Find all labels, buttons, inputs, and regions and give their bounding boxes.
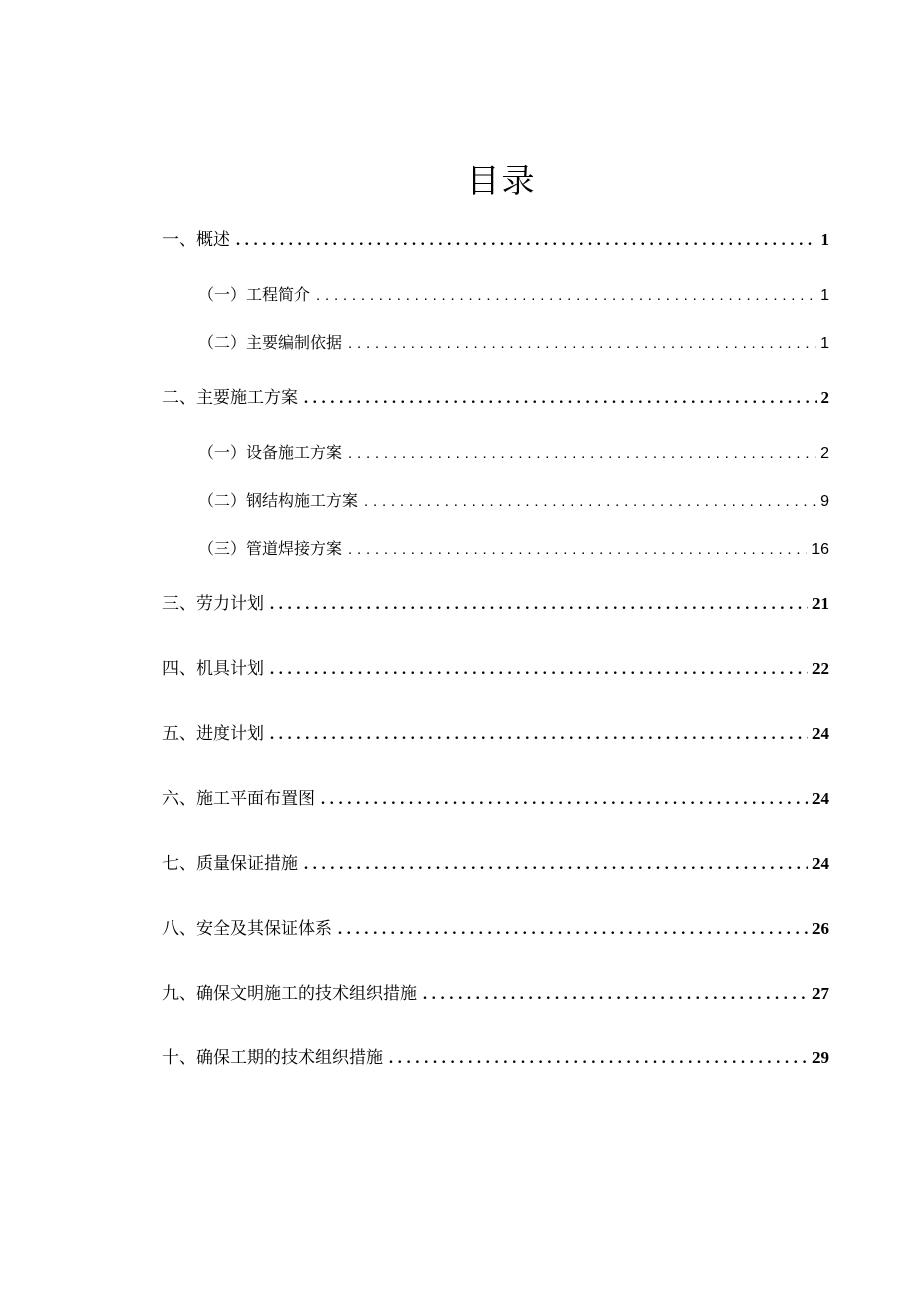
toc-dot-leader [270,723,808,747]
toc-entry-label: 一、概述 [162,230,230,250]
toc-page-number: 2 [820,388,829,407]
toc-entry[interactable] [162,982,829,1007]
toc-entry-label: （一）设备施工方案 [198,443,343,462]
toc-entry-label: 四、机具计划 [162,659,264,679]
toc-title: 目录 [466,161,537,200]
toc-dot-leader [304,387,817,411]
toc-dot-leader [316,284,816,308]
toc-page-number: 2 [820,445,829,462]
toc-dot-leader [348,538,807,562]
toc-page-number: 24 [812,854,829,873]
toc-dot-leader [338,918,808,942]
toc-entry-label: 十、确保工期的技术组织措施 [162,1048,383,1068]
toc-entry[interactable] [198,537,829,562]
toc-entry-label: （二）钢结构施工方案 [198,491,359,510]
toc-entry[interactable] [162,657,829,682]
toc-page-number: 24 [812,789,829,808]
toc-dot-leader [348,332,816,356]
toc-page-number: 29 [812,1048,829,1067]
toc-entry-label: 三、劳力计划 [162,594,264,614]
toc-entry-label: 五、进度计划 [162,724,264,744]
toc-dot-leader [304,853,808,877]
toc-entry[interactable] [162,1046,829,1071]
toc-entry[interactable] [162,386,829,411]
toc-page-number: 22 [812,659,829,678]
toc-entry-label: （三）管道焊接方案 [198,539,343,558]
toc-entry-label: 七、质量保证措施 [162,854,298,874]
toc-entry[interactable] [198,331,829,356]
toc-entry[interactable] [198,283,829,308]
toc-entry[interactable] [162,722,829,747]
toc-dot-leader [321,788,808,812]
toc-entry-label: 六、施工平面布置图 [162,789,315,809]
toc-page-number: 1 [820,230,829,249]
toc-entry[interactable] [162,917,829,942]
toc-entry-label: 二、主要施工方案 [162,388,298,408]
toc-entry[interactable] [198,489,829,514]
toc-dot-leader [270,593,808,617]
toc-dot-leader [270,658,808,682]
toc-entry-label: （二）主要编制依据 [198,333,343,352]
toc-entry-label: （一）工程简介 [198,285,311,304]
toc-page-number: 1 [820,335,829,352]
toc-page-number: 26 [812,919,829,938]
toc-entry[interactable] [162,592,829,617]
toc-entry-label: 八、安全及其保证体系 [162,919,332,939]
toc-dot-leader [236,229,817,253]
toc-dot-leader [389,1047,808,1071]
toc-page-number: 9 [820,493,829,510]
toc-entry[interactable] [198,441,829,466]
toc-dot-leader [423,983,808,1007]
toc-page-number: 24 [812,724,829,743]
toc-entry-label: 九、确保文明施工的技术组织措施 [162,984,417,1004]
toc-page-number: 27 [812,984,829,1003]
toc-entry[interactable] [162,852,829,877]
toc-page-number: 21 [812,594,829,613]
toc-dot-leader [364,490,816,514]
toc-page-number: 16 [811,541,829,558]
toc-entry[interactable] [162,228,829,253]
toc-entry[interactable] [162,787,829,812]
toc-page-number: 1 [820,287,829,304]
toc-dot-leader [348,442,816,466]
